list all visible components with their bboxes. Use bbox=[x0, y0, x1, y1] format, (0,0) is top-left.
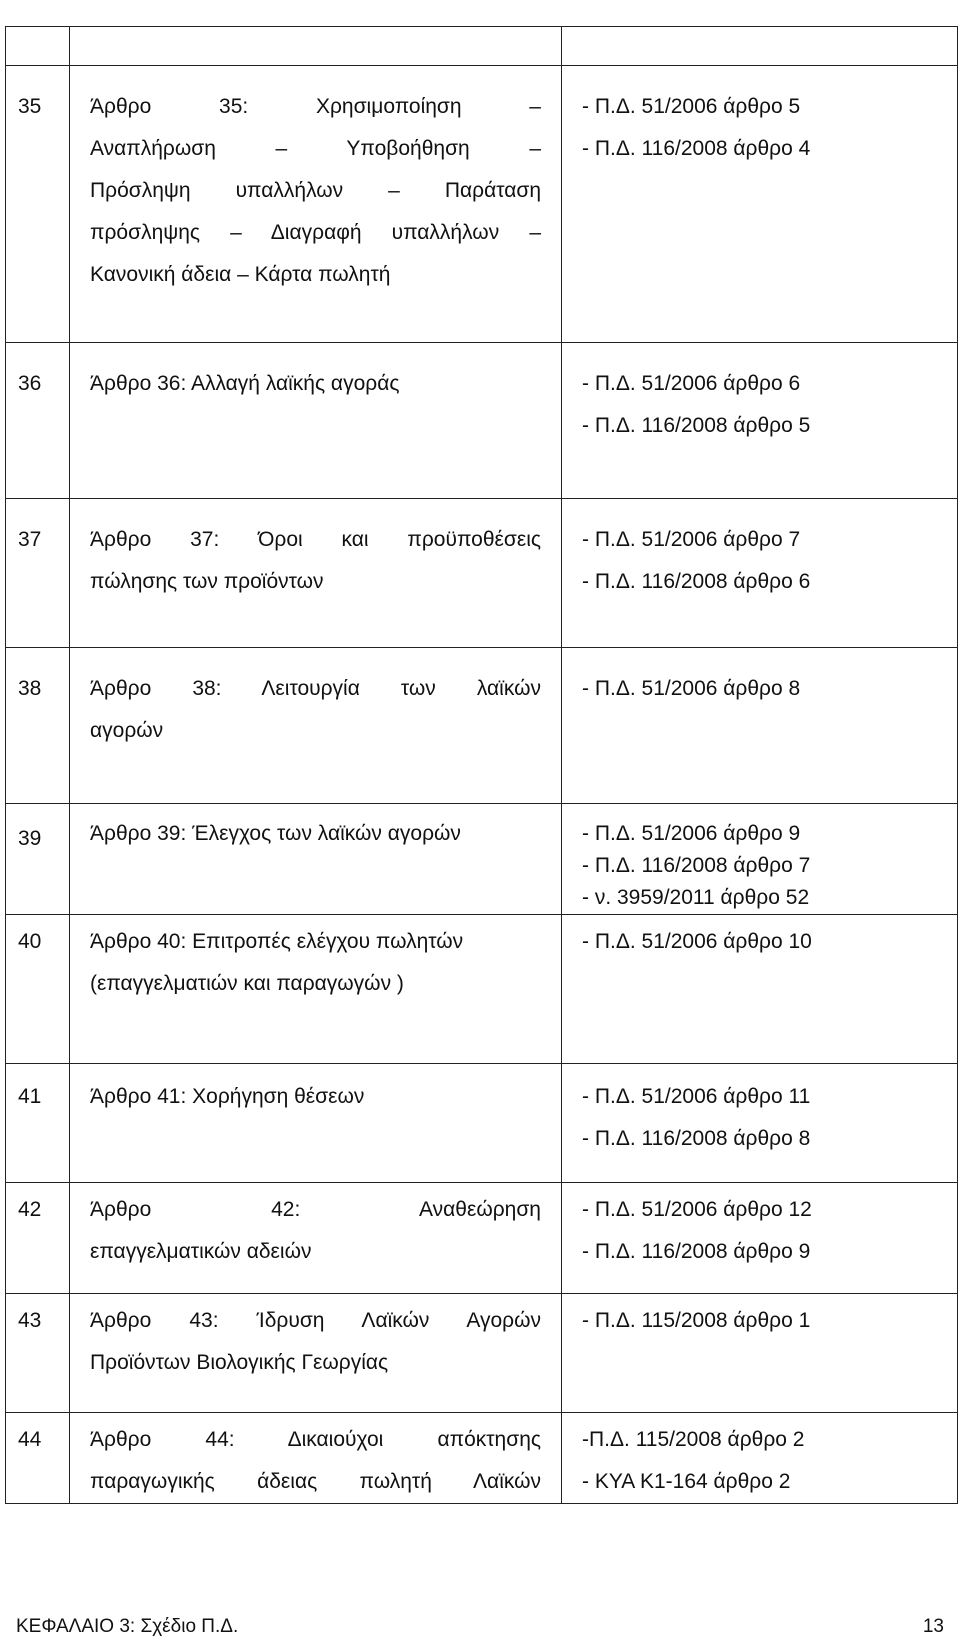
article-references bbox=[562, 1413, 958, 1504]
reference-line: - Π.Δ. 51/2006 άρθρο 10 bbox=[582, 930, 812, 953]
article-references bbox=[562, 343, 958, 499]
article-number: 38 bbox=[6, 648, 70, 804]
article-number: 40 bbox=[6, 915, 70, 1064]
table-row bbox=[6, 343, 958, 499]
table-row bbox=[6, 648, 958, 804]
article-references bbox=[562, 499, 958, 648]
reference-line: - Π.Δ. 116/2008 άρθρο 8 bbox=[582, 1127, 811, 1150]
title-line: Άρθρο 44: Δικαιούχοι απόκτησης bbox=[90, 1428, 541, 1451]
article-references bbox=[562, 915, 958, 1064]
reference-line: - Π.Δ. 51/2006 άρθρο 12 bbox=[582, 1198, 812, 1221]
title-line: Πρόσληψη υπαλλήλων – Παράταση bbox=[90, 179, 541, 202]
table-row bbox=[6, 1413, 958, 1504]
article-title bbox=[70, 648, 562, 804]
reference-line: - ν. 3959/2011 άρθρο 52 bbox=[582, 886, 810, 909]
title-line: Προϊόντων Βιολογικής Γεωργίας bbox=[90, 1351, 389, 1374]
article-references bbox=[562, 1064, 958, 1183]
article-references bbox=[562, 1294, 958, 1413]
table-top-row bbox=[6, 27, 958, 66]
reference-line: - Π.Δ. 116/2008 άρθρο 7 bbox=[582, 854, 811, 877]
article-references bbox=[562, 804, 958, 915]
article-number: 42 bbox=[6, 1183, 70, 1294]
table-row bbox=[6, 1183, 958, 1294]
table-row bbox=[6, 499, 958, 648]
title-line: παραγωγικής άδειας πωλητή Λαϊκών bbox=[90, 1470, 541, 1493]
article-number: 44 bbox=[6, 1413, 70, 1504]
title-line: πρόσληψης – Διαγραφή υπαλλήλων – bbox=[90, 221, 541, 244]
reference-line: - ΚΥΑ Κ1-164 άρθρο 2 bbox=[582, 1470, 791, 1493]
table-row bbox=[6, 804, 958, 915]
article-number: 37 bbox=[6, 499, 70, 648]
article-title bbox=[70, 66, 562, 343]
article-references bbox=[562, 1183, 958, 1294]
table-row bbox=[6, 1294, 958, 1413]
article-title bbox=[70, 1294, 562, 1413]
articles-table bbox=[5, 26, 958, 1504]
reference-line: - Π.Δ. 115/2008 άρθρο 1 bbox=[582, 1309, 811, 1332]
article-references bbox=[562, 648, 958, 804]
title-line: Άρθρο 40: Επιτροπές ελέγχου πωλητών bbox=[90, 930, 464, 953]
article-number: 41 bbox=[6, 1064, 70, 1183]
article-number: 35 bbox=[6, 66, 70, 343]
reference-line: - Π.Δ. 116/2008 άρθρο 6 bbox=[582, 570, 811, 593]
reference-line: - Π.Δ. 51/2006 άρθρο 7 bbox=[582, 528, 801, 551]
reference-line: - Π.Δ. 116/2008 άρθρο 9 bbox=[582, 1240, 811, 1263]
title-line: Άρθρο 36: Αλλαγή λαϊκής αγοράς bbox=[90, 372, 400, 395]
article-title bbox=[70, 1413, 562, 1504]
title-line: πώλησης των προϊόντων bbox=[90, 570, 324, 593]
page-footer bbox=[16, 1616, 944, 1638]
title-line: επαγγελματικών αδειών bbox=[90, 1240, 312, 1263]
article-title bbox=[70, 804, 562, 915]
reference-line: - Π.Δ. 51/2006 άρθρο 11 bbox=[582, 1085, 811, 1108]
title-line: Άρθρο 37: Όροι και προϋποθέσεις bbox=[90, 528, 541, 551]
page-number: 13 bbox=[922, 1616, 944, 1637]
article-number: 43 bbox=[6, 1294, 70, 1413]
table-row bbox=[6, 1064, 958, 1183]
article-title bbox=[70, 499, 562, 648]
title-line: Άρθρο 38: Λειτουργία των λαϊκών bbox=[90, 677, 541, 700]
reference-line: - Π.Δ. 116/2008 άρθρο 5 bbox=[582, 414, 811, 437]
title-line: αγορών bbox=[90, 719, 164, 742]
article-references bbox=[562, 66, 958, 343]
title-line: Άρθρο 43: Ίδρυση Λαϊκών Αγορών bbox=[90, 1309, 541, 1332]
article-title bbox=[70, 1064, 562, 1183]
article-title bbox=[70, 1183, 562, 1294]
title-line: (επαγγελματιών και παραγωγών ) bbox=[90, 972, 404, 995]
table-row bbox=[6, 66, 958, 343]
article-title bbox=[70, 343, 562, 499]
chapter-label: ΚΕΦΑΛΑΙΟ 3: Σχέδιο Π.Δ. bbox=[16, 1616, 239, 1637]
reference-line: - Π.Δ. 51/2006 άρθρο 9 bbox=[582, 822, 801, 845]
title-line: Άρθρο 42: Αναθεώρηση bbox=[90, 1198, 541, 1221]
title-line: Αναπλήρωση – Υποβοήθηση – bbox=[90, 137, 541, 160]
reference-line: - Π.Δ. 51/2006 άρθρο 8 bbox=[582, 677, 801, 700]
article-number: 36 bbox=[6, 343, 70, 499]
table-row bbox=[6, 915, 958, 1064]
title-line: Κανονική άδεια – Κάρτα πωλητή bbox=[90, 263, 391, 286]
title-line: Άρθρο 39: Έλεγχος των λαϊκών αγορών bbox=[90, 822, 461, 845]
reference-line: - Π.Δ. 116/2008 άρθρο 4 bbox=[582, 137, 811, 160]
reference-line: - Π.Δ. 51/2006 άρθρο 5 bbox=[582, 95, 801, 118]
reference-line: - Π.Δ. 51/2006 άρθρο 6 bbox=[582, 372, 801, 395]
article-title bbox=[70, 915, 562, 1064]
article-number: 39 bbox=[6, 804, 70, 915]
reference-line: -Π.Δ. 115/2008 άρθρο 2 bbox=[582, 1428, 805, 1451]
title-line: Άρθρο 41: Χορήγηση θέσεων bbox=[90, 1085, 365, 1108]
title-line: Άρθρο 35: Χρησιμοποίηση – bbox=[90, 95, 541, 118]
